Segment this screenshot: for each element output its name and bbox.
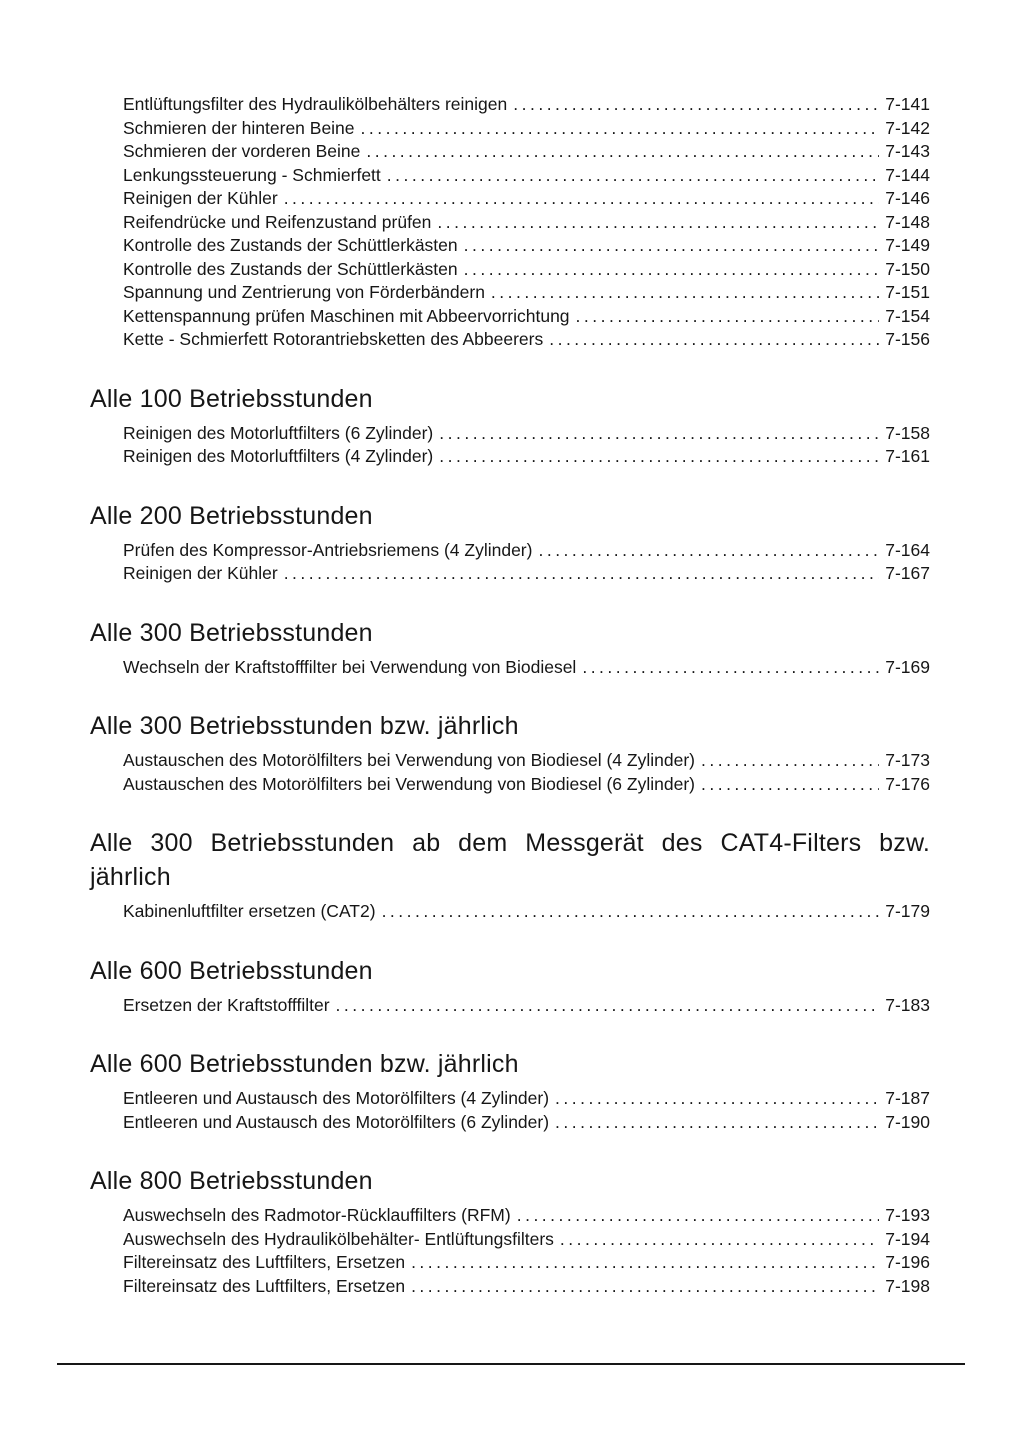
entry-title: Schmieren der hinteren Beine [123,117,355,138]
entry-title: Spannung und Zentrierung von Förderbändern [123,282,485,302]
entry-page-number: 7-176 [885,773,930,794]
entry-title: Reinigen der Kühler [123,188,278,208]
toc-entry [123,1228,930,1252]
dot-leader [513,93,879,117]
entry-title: Reinigen des Motorluftfilters (6 Zylinder) [123,422,434,443]
dot-leader [701,749,879,773]
entry-title: Schmieren der vorderen Beine [123,141,361,161]
entry-page-number: 7-187 [885,1088,930,1108]
dot-leader [439,445,879,469]
entry-title: Austauschen des Motorölfilters bei Verwendung von Biodiesel (6 Zylinder) [123,773,695,794]
document-page [90,93,930,1298]
entry-page-number: 7-156 [885,329,930,349]
toc-entry [123,445,930,469]
entry-title: Entlüftungsfilter des Hydraulikölbehälters reinigen [123,94,508,114]
toc-entry [123,117,930,141]
toc-entry [123,422,930,446]
entry-page-number: 7-150 [885,258,930,279]
toc-entry-list [90,749,930,796]
toc-entry [123,749,930,773]
toc-entry [123,281,930,305]
entry-title: Entleeren und Austausch des Motorölfilters (6 Zylinder) [123,1111,550,1132]
dot-leader [560,1228,879,1252]
dot-leader [366,140,879,164]
toc-section [90,499,930,586]
toc-entry-list [90,539,930,586]
toc-entry [123,562,930,586]
entry-page-number: 7-167 [885,563,930,583]
section-heading: Alle 300 Betriebsstunden [90,618,373,647]
entry-page-number: 7-161 [885,446,930,466]
section-heading: Alle 600 Betriebsstunden bzw. jährlich [90,1050,519,1078]
dot-leader [464,258,880,282]
entry-title: Kette - Schmierfett Rotorantriebsketten des Abbeerers [123,329,544,349]
entry-page-number: 7-179 [885,901,930,921]
dot-leader [411,1251,879,1275]
entry-page-number: 7-196 [885,1252,930,1272]
toc-entry [123,900,930,924]
toc-entry-list [90,422,930,469]
toc-section [90,382,930,469]
entry-page-number: 7-142 [885,117,930,138]
toc-entry [123,1275,930,1299]
toc-entry [123,1111,930,1135]
entry-page-number: 7-143 [885,141,930,161]
dot-leader [555,1111,879,1135]
entry-page-number: 7-194 [885,1228,930,1249]
dot-leader [361,117,880,141]
toc-entry [123,140,930,164]
entry-page-number: 7-193 [885,1205,930,1225]
entry-page-number: 7-169 [885,656,930,677]
toc-entry-list [90,994,930,1018]
dot-leader [701,773,879,797]
entry-title: Ersetzen der Kraftstofffilter [123,994,330,1015]
entry-page-number: 7-151 [885,282,930,302]
dot-leader [411,1275,879,1299]
dot-leader [582,656,879,680]
toc-entry [123,164,930,188]
dot-leader [284,562,880,586]
entry-title: Austauschen des Motorölfilters bei Verwendung von Biodiesel (4 Zylinder) [123,750,695,770]
toc-section [90,709,930,796]
toc-entry-list [90,900,930,924]
toc-entry [123,211,930,235]
entry-page-number: 7-183 [885,994,930,1015]
dot-leader [336,994,880,1018]
entry-title: Reinigen der Kühler [123,563,278,583]
footer-rule [57,1363,965,1365]
dot-leader [538,539,879,563]
entry-page-number: 7-149 [885,235,930,255]
dot-leader [387,164,879,188]
toc-section [90,954,930,1018]
section-heading: Alle 800 Betriebsstunden [90,1167,373,1195]
toc-entry [123,305,930,329]
dot-leader [555,1087,879,1111]
dot-leader [382,900,880,924]
entry-page-number: 7-158 [885,422,930,443]
entry-title: Reinigen des Motorluftfilters (4 Zylinder) [123,446,434,466]
section-heading: Alle 600 Betriebsstunden [90,956,373,985]
entry-page-number: 7-190 [885,1111,930,1132]
toc-entry [123,187,930,211]
toc-entry [123,328,930,352]
toc-entry-list [90,93,930,352]
toc-entry [123,773,930,797]
entry-page-number: 7-154 [885,305,930,326]
toc [90,93,930,1298]
toc-entry-list [90,1087,930,1134]
entry-page-number: 7-148 [885,211,930,232]
section-heading: Alle 300 Betriebsstunden ab dem Messgerät des CAT4-Filters bzw. jährlich [90,829,930,891]
dot-leader [491,281,879,305]
entry-title: Lenkungssteuerung - Schmierfett [123,164,381,185]
section-heading: Alle 200 Betriebsstunden [90,501,373,530]
entry-page-number: 7-144 [885,164,930,185]
toc-section [90,616,930,680]
toc-entry [123,1087,930,1111]
entry-title: Reifendrücke und Reifenzustand prüfen [123,211,432,232]
dot-leader [464,234,880,258]
section-heading: Alle 300 Betriebsstunden bzw. jährlich [90,712,519,740]
entry-title: Entleeren und Austausch des Motorölfilters (4 Zylinder) [123,1088,550,1108]
entry-title: Kontrolle des Zustands der Schüttlerkästen [123,235,458,255]
entry-page-number: 7-146 [885,188,930,208]
entry-page-number: 7-173 [885,750,930,770]
dot-leader [437,211,879,235]
toc-section [90,826,930,924]
toc-entry [123,234,930,258]
toc-entry [123,1204,930,1228]
dot-leader [284,187,880,211]
toc-entry-list [90,656,930,680]
entry-page-number: 7-198 [885,1275,930,1296]
entry-title: Prüfen des Kompressor-Antriebsriemens (4 Zylinder) [123,539,533,560]
entry-title: Auswechseln des Radmotor-Rücklauffilters (RFM) [123,1205,511,1225]
toc-entry [123,258,930,282]
toc-entry [123,994,930,1018]
toc-entry [123,656,930,680]
toc-entry [123,1251,930,1275]
dot-leader [576,305,880,329]
entry-title: Auswechseln des Hydraulikölbehälter- Entlüftungsfilters [123,1228,554,1249]
entry-title: Filtereinsatz des Luftfilters, Ersetzen [123,1252,406,1272]
entry-page-number: 7-141 [885,94,930,114]
toc-entry-list [90,1204,930,1298]
toc-entry [123,93,930,117]
entry-title: Filtereinsatz des Luftfilters, Ersetzen [123,1275,406,1296]
toc-section [90,1047,930,1134]
entry-title: Kontrolle des Zustands der Schüttlerkästen [123,258,458,279]
entry-title: Wechseln der Kraftstofffilter bei Verwendung von Biodiesel [123,656,577,677]
dot-leader [549,328,879,352]
dot-leader [517,1204,880,1228]
section-heading: Alle 100 Betriebsstunden [90,384,373,413]
toc-section [90,1164,930,1298]
entry-title: Kabinenluftfilter ersetzen (CAT2) [123,901,376,921]
dot-leader [439,422,879,446]
entry-title: Kettenspannung prüfen Maschinen mit Abbeervorrichtung [123,305,570,326]
toc-entry [123,539,930,563]
entry-page-number: 7-164 [885,539,930,560]
